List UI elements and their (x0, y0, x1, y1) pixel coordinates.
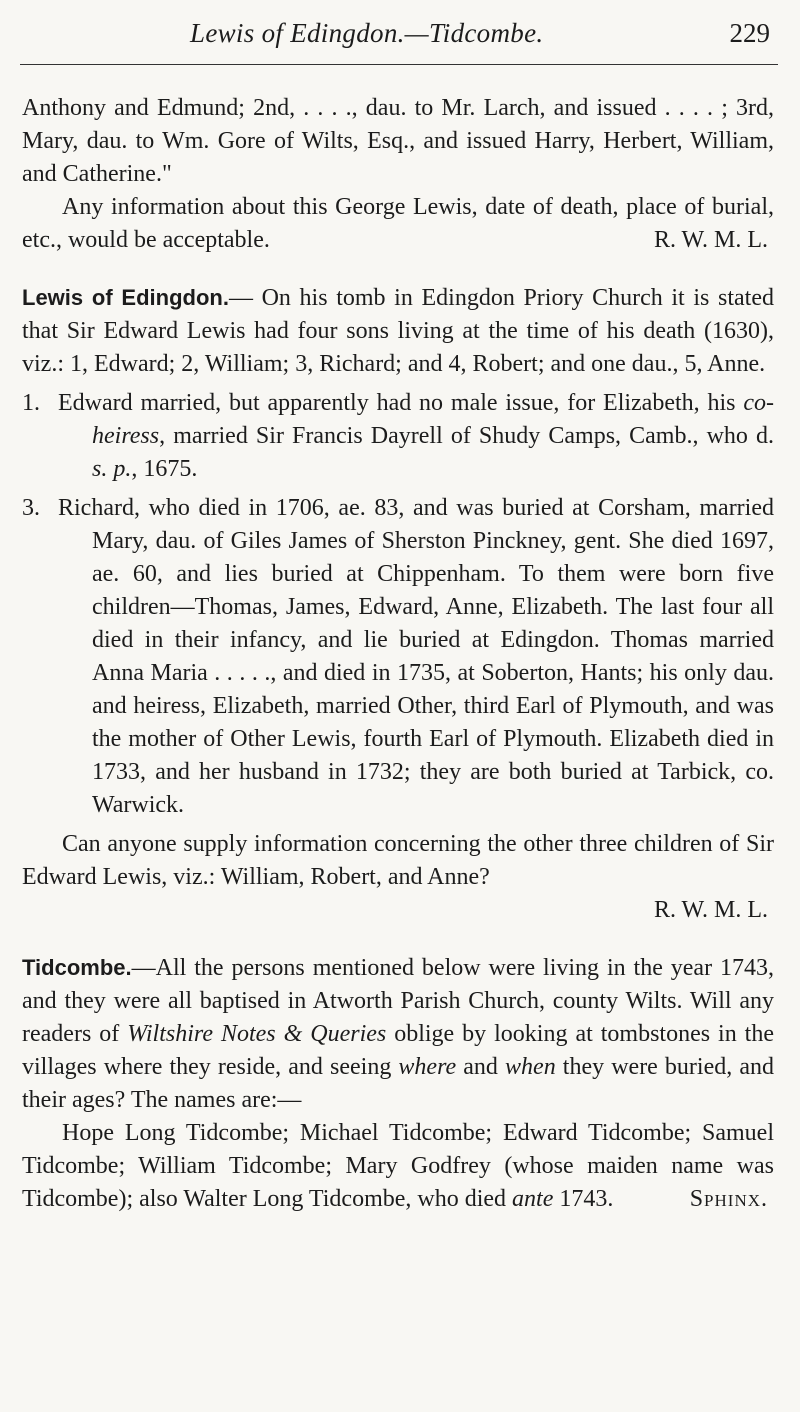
item-number: 1. (22, 390, 40, 416)
item-text: , 1675. (131, 456, 198, 482)
tidcombe-section (22, 951, 774, 1216)
italic-term: co-heiress (92, 390, 774, 449)
page-number: 229 (729, 18, 770, 48)
italic-term: ante (512, 1186, 554, 1212)
italic-term: s. p. (92, 456, 132, 482)
query-text: they were buried, and their ages? The names are:— (22, 1054, 774, 1113)
tidcombe-names (22, 1117, 774, 1216)
section-heading: Lewis of Edingdon. (22, 285, 229, 310)
page-body (22, 92, 774, 1216)
italic-term: when (505, 1054, 556, 1080)
edingdon-intro (22, 281, 774, 381)
names-text: 1743. (553, 1186, 614, 1212)
journal-title: Wiltshire Notes & Queries (127, 1021, 387, 1047)
section-heading: Tidcombe. (22, 955, 132, 980)
edingdon-section (22, 281, 774, 927)
query-text: oblige by looking at tombstones in the villages where they reside, and seeing (22, 1021, 774, 1080)
signature: Sphinx. (689, 1186, 768, 1212)
query-text: Any information about this George Lewis, date of death, place of burial, etc., would be acceptable. (22, 194, 774, 253)
running-title: Lewis of Edingdon.—Tidcombe. (190, 18, 544, 48)
header-rule (20, 64, 778, 65)
item-number: 3. (22, 495, 40, 521)
names-text: Hope Long Tidcombe; Michael Tidcombe; Edward Tidcombe; Samuel Tidcombe; William Tidcombe; Mary Godfrey (whose maiden name was Tidcombe); also Walter Long Tidcombe, who died (22, 1120, 774, 1212)
list-item (22, 387, 774, 486)
item-text: , married Sir Francis Dayrell of Shudy Camps, Camb., who d. (159, 423, 774, 449)
list-item (22, 492, 774, 822)
query-text: and (456, 1054, 506, 1080)
query-text: —All the persons mentioned below were living in the year 1743, and they were all baptised in Atworth Parish Church, county Wilts. Will any readers of (22, 955, 774, 1047)
continued-note (22, 92, 774, 191)
edingdon-query (22, 828, 774, 894)
query-text: Can anyone supply information concerning the other three children of Sir Edward Lewis, viz.: William, Robert, and Anne? (22, 831, 774, 890)
signature: R. W. M. L. (653, 897, 768, 923)
item-text: Edward married, but apparently had no male issue, for Elizabeth, his (58, 390, 744, 416)
george-lewis-query (22, 191, 774, 257)
signature: R. W. M. L. (653, 227, 768, 253)
tidcombe-query (22, 951, 774, 1117)
italic-term: where (398, 1054, 457, 1080)
continued-note-text: Anthony and Edmund; 2nd, . . . ., dau. to Mr. Larch, and issued . . . . ; 3rd, Mary, dau. to Wm. Gore of Wilts, Esq., and issued Harry, Herbert, William, and Catherine." (22, 95, 774, 187)
item-text: Richard, who died in 1706, ae. 83, and was buried at Corsham, married Mary, dau. of Giles James of Sherston Pinckney, gent. She died 1697, ae. 60, and lies buried at Chippenham. To them were born five children—Thomas, James, Edward, Anne, Elizabeth. The last four all died in their infancy, and lie buried at Edingdon. Thomas married Anna Maria . . . . ., and died in 1735, at Soberton, Hants; his only dau. and heiress, Elizabeth, married Other, third Earl of Plymouth, and was the mother of Other Lewis, fourth Earl of Plymouth. Elizabeth died in 1733, and her husband in 1732; they are both buried at Tarbick, co. Warwick. (58, 495, 774, 818)
intro-text: — On his tomb in Edingdon Priory Church it is stated that Sir Edward Lewis had four sons living at the time of his death (1630), viz.: 1, Edward; 2, William; 3, Richard; and 4, Robert; and one dau., 5, Anne. (22, 285, 774, 377)
